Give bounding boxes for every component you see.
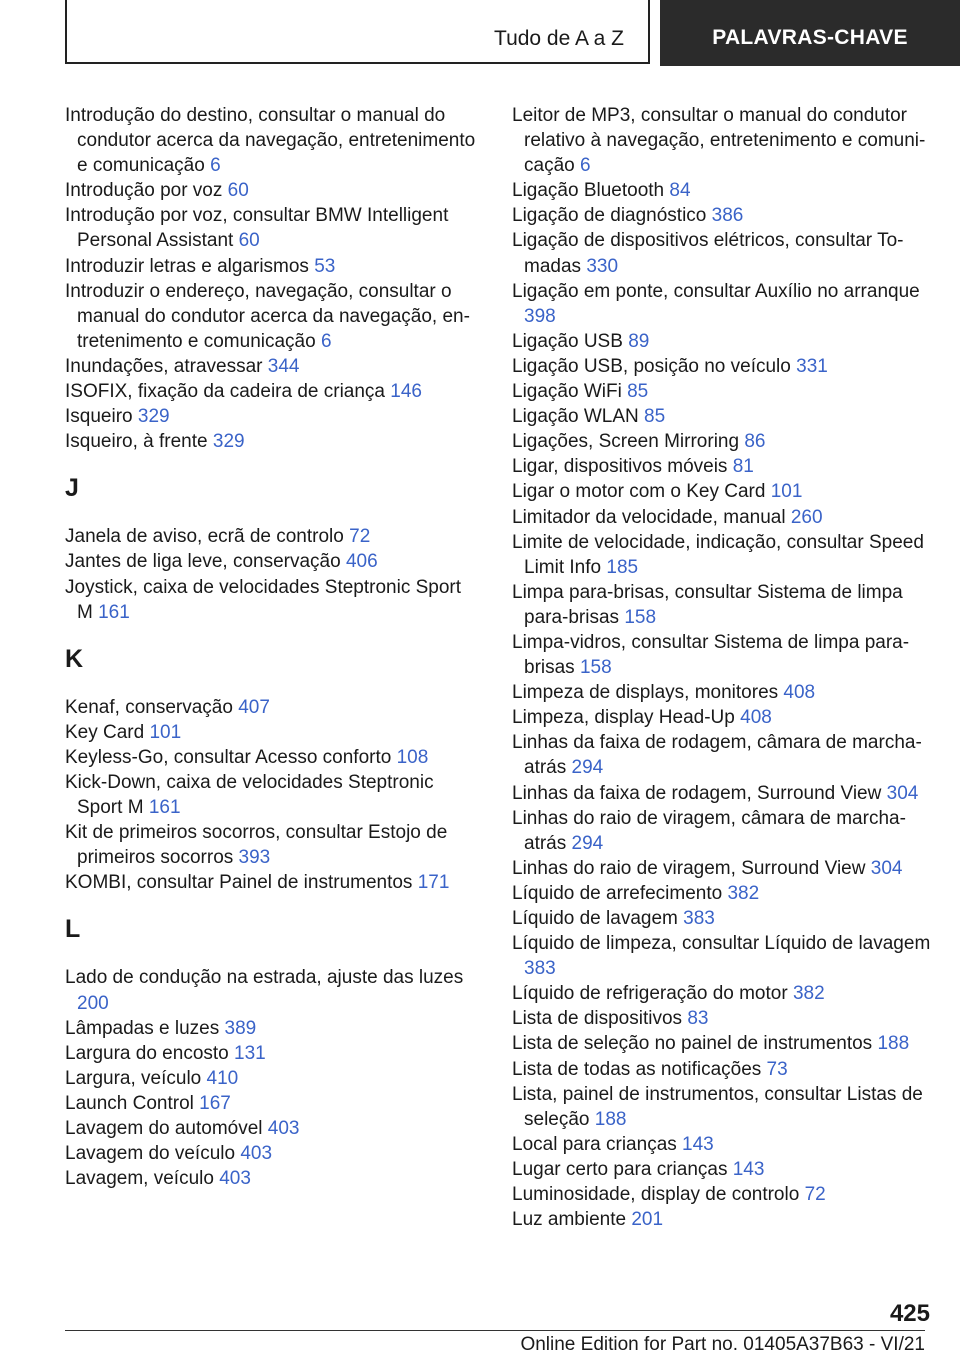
index-entry [65,404,480,429]
index-entry [512,1182,932,1207]
index-entry [65,178,480,203]
index-entry-text: Linhas da faixa de rodagem, Surround View [512,782,882,804]
index-page-link[interactable]: 330 [586,255,619,277]
index-page-link[interactable]: 403 [267,1118,300,1139]
index-page-link[interactable]: 83 [687,1008,709,1030]
index-page-link[interactable]: 85 [627,381,649,403]
index-column-right [512,103,932,1232]
index-entry-text: Linhas da faixa de rodagem, câmara de marcha-atrás [512,732,922,779]
index-entry [512,178,932,203]
index-entry-text: Luminosidade, display de controlo [512,1184,800,1206]
index-entry-text: Ligação em ponte, consultar Auxílio no arranque [512,280,920,302]
index-page-link[interactable]: 188 [594,1108,627,1130]
footer-edition: Online Edition for Part no. 01405A37B63 - VI/21 [520,1334,925,1355]
index-column-left [65,103,480,1191]
index-entry-text: Ligar, dispositivos móveis [512,456,728,478]
index-entry [512,981,932,1006]
index-entry-text: Ligação de diagnóstico [512,205,707,227]
index-page-link[interactable]: 389 [224,1017,257,1039]
index-entry [65,1141,480,1166]
index-page-link[interactable]: 72 [804,1184,826,1206]
index-entry-text: Isqueiro, à frente [65,431,208,453]
index-entry-text: Lista de dispositivos [512,1008,683,1030]
index-entry [65,1091,480,1116]
index-entry [512,505,932,530]
index-entry [65,103,480,178]
index-page-link[interactable]: 161 [148,797,181,819]
index-entry-text: Ligação WiFi [512,381,622,403]
index-entry-text: Kit de primeiros socorros, consultar Estojo de primeiros socorros [65,822,448,869]
index-page-link[interactable]: 386 [711,205,744,227]
index-page-link[interactable]: 382 [727,882,760,904]
index-page-link[interactable]: 304 [870,857,903,879]
index-entry [512,931,932,981]
index-page-link[interactable]: 6 [579,155,591,177]
index-entry [65,820,480,870]
index-entry-text: Jantes de liga leve, conservação [65,551,341,573]
index-entry [65,203,480,253]
index-page-link[interactable]: 86 [744,431,766,453]
index-page-link[interactable]: 294 [571,757,604,779]
index-entry-text: Limpeza, display Head-Up [512,707,735,729]
index-entry [512,705,932,730]
index-entry [512,404,932,429]
index-page-link[interactable]: 167 [199,1092,231,1114]
page-number: 425 [889,1300,930,1327]
index-entry [512,1157,932,1182]
index-entry [65,1166,480,1191]
index-entry-text: Limitador da velocidade, manual [512,506,786,528]
index-page-link[interactable]: 60 [238,230,260,252]
index-entry-text: Lavagem do automóvel [65,1118,263,1139]
index-entry [512,1031,932,1056]
index-entry-text: Lista de todas as notificações [512,1058,762,1080]
index-entry-text: Joystick, caixa de velocidades Steptronic Sport M [65,576,462,623]
index-entry [512,228,932,278]
index-page-link[interactable]: 383 [524,958,556,980]
index-page-link[interactable]: 6 [320,330,332,352]
index-letter-heading: K [65,644,84,673]
index-entry [512,856,932,881]
index-entry [65,745,480,770]
index-entry-text: Launch Control [65,1092,194,1114]
index-entry [65,965,480,1015]
index-page-link[interactable]: 84 [669,180,691,202]
index-entry [65,354,480,379]
index-entry [65,549,480,574]
index-entry-text: Luz ambiente [512,1209,627,1231]
index-entry [65,870,480,895]
index-page-link[interactable]: 403 [240,1143,273,1165]
index-page-link[interactable]: 143 [732,1158,765,1180]
index-entry [65,1066,480,1091]
index-entry-text: Ligação USB, posição no veículo [512,355,791,377]
index-entry [512,354,932,379]
index-entry-text: Kick-Down, caixa de velocidades Steptronic Sport M [65,771,434,819]
index-entry [65,1016,480,1041]
index-page-link[interactable]: 53 [314,255,336,277]
index-entry [512,454,932,479]
index-page-link[interactable]: 73 [766,1058,788,1080]
index-entry [65,254,480,279]
index-entry [512,1006,932,1031]
index-page-link[interactable]: 81 [732,456,754,478]
index-entry [512,379,932,404]
index-entry-text: Linhas do raio de viragem, Surround View [512,857,866,879]
index-page-link[interactable]: 393 [238,847,271,869]
index-entry-text: Introduzir letras e algarismos [65,255,309,277]
index-entry-text: Líquido de lavagem [512,908,678,929]
index-entry-text: Lavagem do veículo [65,1143,236,1165]
index-page-link[interactable]: 410 [206,1067,239,1089]
index-entry [65,524,480,549]
index-entry-text: Limpa-vidros, consultar Sistema de limpa para-brisas [512,631,910,679]
index-page-link[interactable]: 161 [98,601,130,623]
index-entry-text: Introdução do destino, consultar o manual do condutor acerca da navegação, entretenimento e comunicação [65,105,476,177]
index-entry [65,279,480,354]
index-entry [512,203,932,228]
index-page-link[interactable]: 407 [238,696,270,718]
index-page-link[interactable]: 89 [628,330,650,352]
index-entry [512,429,932,454]
index-page-link[interactable]: 200 [77,992,109,1014]
index-entry-text: Ligar o motor com o Key Card [512,481,766,503]
index-entry [512,479,932,504]
index-entry-text: Ligação USB [512,330,623,352]
index-entry [65,379,480,404]
index-entry [65,575,480,625]
index-entry-text: Ligação WLAN [512,406,639,428]
index-entry [512,806,932,856]
index-page-link[interactable]: 201 [631,1209,664,1231]
index-page-link[interactable]: 329 [212,431,245,453]
header-tab-label: PALAVRAS-CHAVE [712,26,908,49]
index-entry [65,1116,480,1141]
index-page-link[interactable]: 131 [234,1042,266,1064]
index-entry [512,580,932,630]
index-page-link[interactable]: 344 [267,355,300,377]
index-entry [512,906,932,931]
index-entry-text: Local para crianças [512,1133,677,1155]
index-page-link[interactable]: 60 [227,180,249,202]
index-page-link[interactable]: 6 [210,155,221,177]
index-page-link[interactable]: 108 [396,746,429,768]
header-section-box [65,0,650,64]
index-page-link[interactable]: 185 [606,556,639,578]
index-entry-text: Introdução por voz [65,180,223,202]
index-page-link[interactable]: 304 [886,782,919,804]
index-entry-text: Limite de velocidade, indicação, consultar Speed Limit Info [512,531,924,578]
index-entry-text: Limpeza de displays, monitores [512,682,779,704]
index-entry [512,1082,932,1132]
index-entry-text: Ligação Bluetooth [512,180,665,202]
index-page-link[interactable]: 403 [219,1168,251,1190]
index-page-link[interactable]: 406 [345,551,378,573]
index-entry [65,1041,480,1066]
index-page-link[interactable]: 408 [783,682,816,704]
index-entry-text: Introdução por voz, consultar BMW Intelligent Personal Assistant [65,205,449,252]
index-entry-text: Kenaf, conservação [65,696,233,718]
index-page-link[interactable]: 408 [740,707,772,729]
index-page-link[interactable]: 101 [770,481,803,503]
index-entry [512,530,932,580]
index-page-link[interactable]: 101 [149,721,182,743]
index-entry [65,770,480,820]
index-entry-text: Largura do encosto [65,1042,229,1064]
index-entry [512,1207,932,1232]
index-page-link[interactable]: 85 [644,406,666,428]
index-entry-text: Líquido de limpeza, consultar Líquido de lavagem [512,933,931,955]
index-entry [512,329,932,354]
index-entry-text: Introduzir o endereço, navegação, consultar o manual do condutor acerca da navegação, entretenimento e comunicação [65,280,470,352]
index-page-link[interactable]: 294 [571,832,604,854]
index-page-link[interactable]: 143 [682,1133,714,1155]
header-tab [660,0,960,66]
index-entry-text: Keyless-Go, consultar Acesso conforto [65,746,392,768]
index-entry-text: Líquido de arrefecimento [512,882,723,904]
index-entry [512,1132,932,1157]
index-page-link[interactable]: 329 [137,406,170,428]
index-page-link[interactable]: 398 [524,305,556,327]
index-page-link[interactable]: 383 [683,908,715,929]
index-entry-text: Lâmpadas e luzes [65,1017,220,1039]
index-entry-text: Ligação de dispositivos elétricos, consultar Tomadas [512,230,904,277]
index-entry-text: Key Card [65,721,145,743]
index-page-link[interactable]: 260 [790,506,823,528]
index-entry-text: Lista, painel de instrumentos, consultar Listas de seleção [512,1083,923,1130]
index-entry-text: Leitor de MP3, consultar o manual do condutor relativo à navegação, entretenimento e comunicação [512,105,926,177]
index-entry-text: Líquido de refrigeração do motor [512,983,788,1005]
index-page-link[interactable]: 171 [417,872,450,894]
index-page-link[interactable]: 72 [349,526,371,548]
index-entry-text: ISOFIX, fixação da cadeira de criança [65,381,385,403]
index-entry [65,720,480,745]
index-letter-heading: J [65,474,79,503]
index-page-link[interactable]: 331 [796,355,828,377]
index-entry-text: Largura, veículo [65,1067,202,1089]
index-entry-text: Linhas do raio de viragem, câmara de marcha-atrás [512,807,906,854]
index-page-link[interactable]: 158 [579,657,612,679]
index-entry [65,695,480,720]
index-entry [512,781,932,806]
index-entry [512,279,932,329]
index-page-link[interactable]: 188 [877,1033,910,1055]
index-entry-text: Limpa para-brisas, consultar Sistema de limpa para-brisas [512,581,903,628]
index-entry-text: Ligações, Screen Mirroring [512,431,740,453]
index-entry-text: Isqueiro [65,406,133,428]
index-entry-text: Lado de condução na estrada, ajuste das luzes [65,967,464,989]
index-entry [512,730,932,780]
index-entry [512,1057,932,1082]
index-entry-text: Inundações, atravessar [65,355,263,377]
index-entry [512,103,932,178]
index-entry [512,881,932,906]
header-section-title: Tudo de A a Z [494,27,624,50]
footer-rule [65,1330,925,1331]
index-page-link[interactable]: 158 [624,606,657,628]
index-entry-text: Lavagem, veículo [65,1168,214,1190]
index-page-link[interactable]: 146 [390,381,422,403]
index-letter-heading: L [65,915,81,944]
index-entry-text: Lugar certo para crianças [512,1158,728,1180]
index-entry [512,630,932,680]
index-entry-text: Lista de seleção no painel de instrumentos [512,1033,873,1055]
index-entry [512,680,932,705]
index-page-link[interactable]: 382 [792,983,825,1005]
index-entry-text: Janela de aviso, ecrã de controlo [65,526,344,548]
index-entry [65,429,480,454]
index-entry-text: KOMBI, consultar Painel de instrumentos [65,872,413,894]
